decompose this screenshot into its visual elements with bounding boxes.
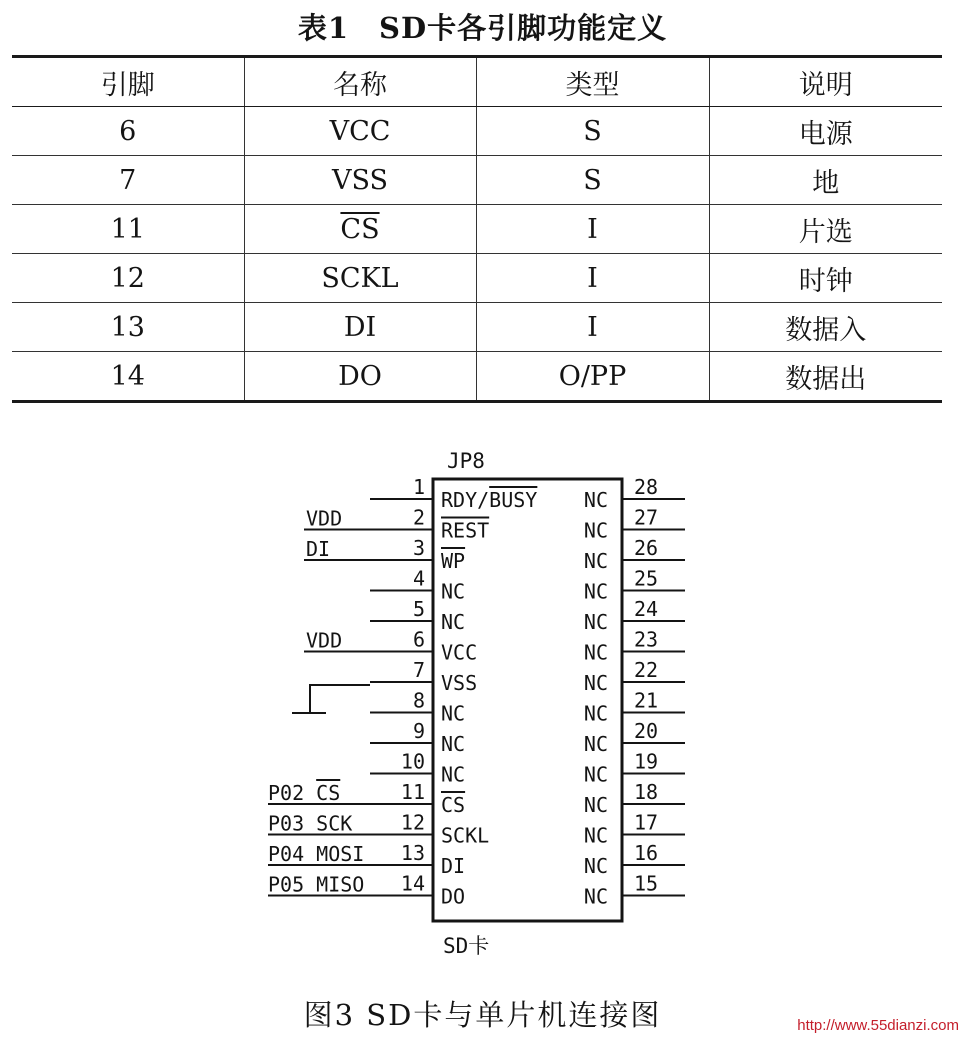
pin-number: 1 [412, 475, 425, 499]
cell-type: I [476, 303, 709, 352]
pin-number: 9 [412, 719, 425, 743]
cell-name-overlined: $\overline{CS}$ [340, 213, 380, 245]
pin-name: VSS [441, 671, 478, 695]
pin-name: CS [441, 793, 466, 817]
table-row [12, 254, 942, 303]
cell-pin: 6 [12, 107, 244, 156]
table-row [12, 205, 942, 254]
pin-number: 15 [634, 871, 659, 896]
pin-number: 7 [412, 658, 425, 682]
pin-number: 27 [634, 505, 659, 530]
pin-name: NC [441, 732, 466, 756]
table-row [12, 352, 942, 402]
pin-name: NC [441, 701, 466, 726]
pin-name: NC [583, 793, 608, 817]
pin-number: 13 [400, 841, 425, 865]
pin-name: NC [583, 854, 608, 878]
pin-number: 2 [412, 505, 425, 530]
left-pin [268, 872, 465, 909]
header-name: 名称 [244, 57, 476, 107]
pin-name: NC [583, 762, 608, 787]
net-label: VDD [306, 506, 343, 531]
pin-name: NC [583, 732, 608, 756]
pin-name: NC [583, 518, 608, 543]
cell-desc: 数据入 [709, 303, 942, 352]
cell-name: SCKL [244, 254, 476, 303]
table-row [12, 303, 942, 352]
pin-name: DI [441, 854, 466, 878]
ground-wire [310, 685, 370, 712]
pin-name: NC [583, 884, 608, 909]
ground-symbol [292, 685, 370, 713]
left-pin [370, 475, 537, 512]
cell-type: I [476, 254, 709, 303]
net-label: DI [306, 537, 331, 561]
cell-desc: 片选 [709, 205, 942, 254]
cell-pin: 14 [12, 352, 244, 402]
cell-type: O/PP [476, 352, 709, 402]
net-label: P05 MISO [268, 872, 365, 897]
net-label: P04 MOSI [268, 842, 365, 866]
cell-desc: 电源 [709, 107, 942, 156]
cell-type: S [476, 107, 709, 156]
pin-name: NC [583, 701, 608, 726]
pin-number: 25 [634, 566, 659, 591]
cell-type: I [476, 205, 709, 254]
pin-number: 26 [634, 536, 659, 560]
pin-number: 4 [412, 566, 425, 591]
pin-number: 16 [634, 841, 659, 865]
watermark: http://www.55dianzi.com [797, 1017, 959, 1034]
cell-pin: 7 [12, 156, 244, 205]
pin-name: DO [441, 884, 466, 909]
pin-name: NC [583, 610, 608, 634]
pin-number: 18 [634, 780, 659, 804]
pin-name: NC [441, 610, 466, 634]
cell-name: VSS [244, 156, 476, 205]
table-header-row [12, 57, 942, 107]
pin-number: 28 [634, 475, 659, 499]
pin-number: 11 [400, 780, 425, 804]
pin-name: NC [441, 579, 466, 604]
cell-name: DI [244, 303, 476, 352]
pin-number: 8 [412, 688, 425, 713]
pin-number: 21 [634, 688, 659, 713]
chip-label: JP8 [447, 449, 485, 473]
pin-number: 19 [634, 749, 659, 774]
pin-name: NC [583, 640, 608, 665]
pin-name: NC [583, 823, 608, 848]
net-label: VDD [306, 628, 343, 653]
header-type: 类型 [476, 57, 709, 107]
cell-type: S [476, 156, 709, 205]
header-desc: 说明 [709, 57, 942, 107]
cell-desc: 数据出 [709, 352, 942, 402]
cell-name [244, 205, 476, 254]
cell-name: DO [244, 352, 476, 402]
table-row [12, 107, 942, 156]
table-caption: 表1 SD卡各引脚功能定义 [297, 11, 668, 45]
table-row [12, 156, 942, 205]
pin-name: VCC [441, 640, 478, 665]
cell-pin: 12 [12, 254, 244, 303]
pin-number: 22 [634, 658, 659, 682]
pin-name: NC [583, 488, 608, 512]
pin-name: NC [583, 549, 608, 573]
pin-number: 20 [634, 719, 659, 743]
pin-number: 23 [634, 627, 659, 652]
pin-name: NC [583, 579, 608, 604]
left-pin-group [268, 475, 537, 909]
chip-caption: SD卡 [443, 934, 490, 958]
header-pin: 引脚 [12, 57, 244, 107]
pin-number: 24 [634, 597, 659, 621]
pin-name: SCKL [441, 823, 490, 848]
sd-card-schematic [0, 440, 965, 990]
pin-number: 6 [412, 627, 425, 652]
net-label: P02 CS [268, 781, 341, 805]
pin-name: NC [583, 671, 608, 695]
right-pin-group [584, 475, 685, 909]
pin-number: 3 [412, 536, 425, 560]
figure-caption: 图3 SD卡与单片机连接图 [303, 998, 662, 1032]
pin-function-table [12, 55, 942, 403]
cell-name: VCC [244, 107, 476, 156]
pin-name: RDY/BUSY [441, 488, 538, 512]
pin-number: 14 [400, 871, 425, 896]
cell-pin: 11 [12, 205, 244, 254]
pin-name: REST [441, 518, 490, 543]
pin-number: 17 [634, 810, 659, 835]
pin-name: NC [441, 762, 466, 787]
pin-name: WP [441, 549, 466, 573]
pin-number: 10 [400, 749, 425, 774]
cell-pin: 13 [12, 303, 244, 352]
net-label: P03 SCK [268, 811, 353, 836]
cell-desc: 地 [709, 156, 942, 205]
pin-number: 12 [400, 810, 425, 835]
pin-number: 5 [412, 597, 425, 621]
cell-desc: 时钟 [709, 254, 942, 303]
